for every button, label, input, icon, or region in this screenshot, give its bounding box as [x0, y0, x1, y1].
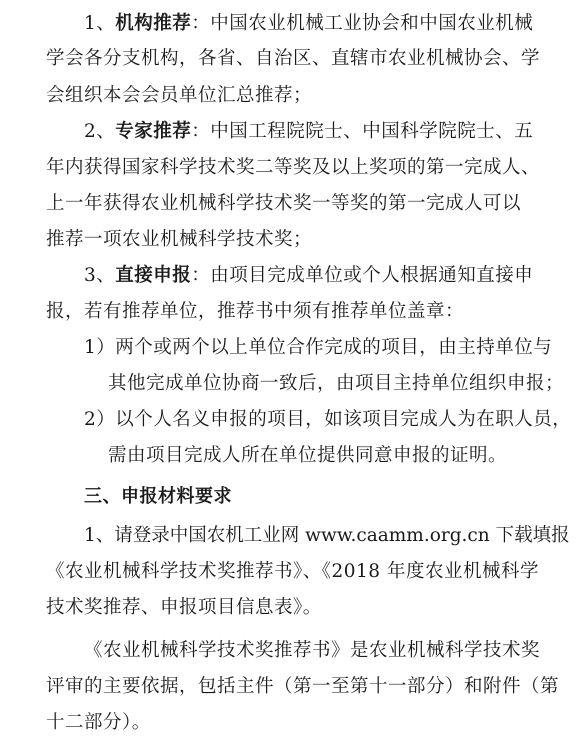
para-expert-recommend-line-3: 上一年获得农业机械科学技术奖一等奖的第一完成人可以 [46, 193, 522, 214]
item-text: ：由项目完成单位或个人根据通知直接申 [191, 265, 534, 286]
materials-item-1-line-1: 1、请登录中国农机工业网 www.caamm.org.cn 下载填报 [84, 525, 570, 546]
item-text: ：中国工程院院士、中国科学院院士、五 [191, 121, 534, 142]
sub-item-2-line-1: 2）以个人名义申报的项目，如该项目完成人为在职人员， [84, 409, 572, 430]
materials-note-line-3: 十二部分）。 [46, 712, 151, 733]
section-heading-materials: 三、申报材料要求 [84, 486, 232, 507]
para-expert-recommend-line-1 [84, 119, 533, 145]
para-direct-apply-line-1 [84, 263, 533, 289]
item-title-expert-recommend: 专家推荐 [115, 121, 192, 142]
materials-item-1-line-2: 《农业机械科学技术奖推荐书》、《2018 年度农业机械科学 [46, 561, 539, 582]
para-org-recommend-line-3: 会组织本会会员单位汇总推荐； [46, 85, 313, 106]
item-number: 1、 [84, 13, 116, 34]
sub-item-1-line-2: 其他完成单位协商一致后，由项目主持单位组织申报； [108, 373, 565, 394]
para-org-recommend-line-2: 学会各分支机构，各省、自治区、直辖市农业机械协会、学 [46, 48, 541, 69]
para-expert-recommend-line-4: 推荐一项农业机械科学技术奖； [46, 229, 313, 250]
materials-note-line-1: 《农业机械科学技术奖推荐书》是农业机械科学技术奖 [84, 640, 541, 661]
sub-item-1-line-1: 1）两个或两个以上单位合作完成的项目，由主持单位与 [84, 337, 553, 358]
item-title-org-recommend: 机构推荐 [115, 13, 192, 34]
materials-note-line-2: 评审的主要依据，包括主件（第一至第十一部分）和附件（第 [46, 676, 560, 697]
item-number: 2、 [84, 121, 116, 142]
para-direct-apply-line-2: 报，若有推荐单位，推荐书中须有推荐单位盖章： [46, 301, 465, 322]
para-expert-recommend-line-2: 年内获得国家科学技术奖二等奖及以上奖项的第一完成人、 [46, 157, 541, 178]
item-title-direct-apply: 直接申报 [115, 265, 192, 286]
materials-item-1-line-3: 技术奖推荐、申报项目信息表》。 [46, 597, 322, 618]
sub-item-2-line-2: 需由项目完成人所在单位提供同意申报的证明。 [108, 445, 508, 466]
item-text: ：中国农业机械工业协会和中国农业机械 [191, 13, 534, 34]
para-org-recommend-line-1 [84, 11, 533, 37]
item-number: 3、 [84, 265, 116, 286]
